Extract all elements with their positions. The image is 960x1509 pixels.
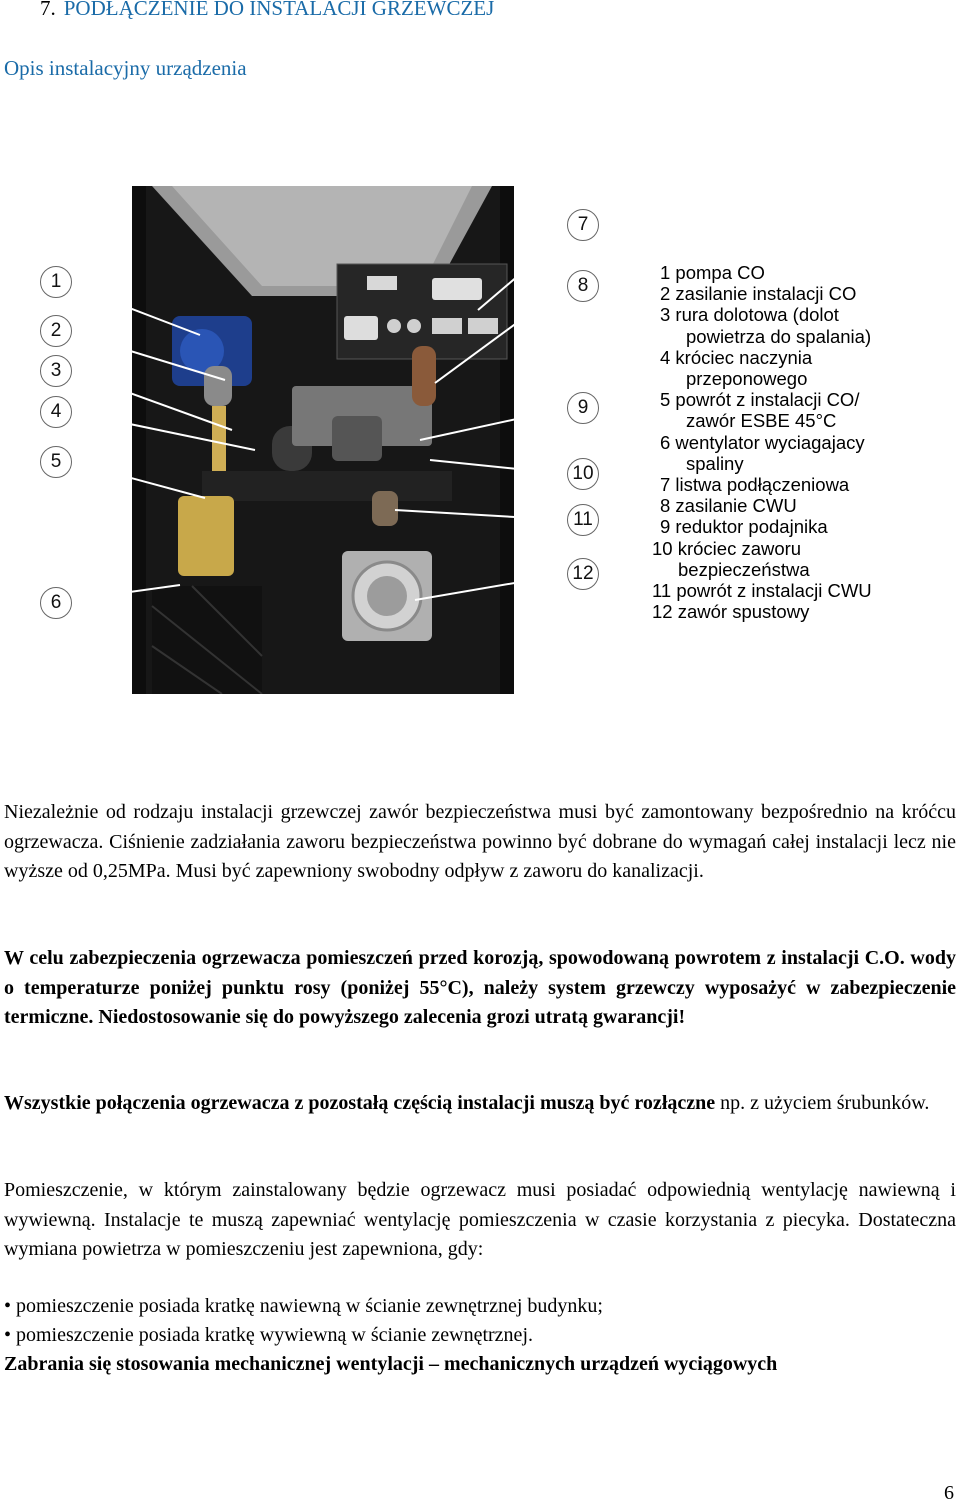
legend-item: 11 powrót z instalacji CWU (652, 580, 872, 602)
callout-9: 9 (567, 392, 599, 424)
legend-item: 9 reduktor podajnika (660, 516, 828, 538)
legend-item: 6 wentylator wyciagajacy (660, 431, 865, 453)
callout-6: 6 (40, 587, 72, 619)
legend-item: 10 króciec zaworu (652, 537, 802, 559)
legend-item: 8 zasilanie CWU (660, 495, 797, 517)
callout-10: 10 (567, 458, 599, 490)
callout-3: 3 (40, 355, 72, 387)
paragraph-connections (4, 1089, 956, 1119)
callout-5: 5 (40, 446, 72, 478)
legend-item: 12 zawór spustowy (652, 601, 810, 623)
callout-12: 12 (567, 558, 599, 590)
connections-rest: np. z użyciem śrubunków. (715, 1092, 930, 1114)
legend-item: 1 pompa CO (660, 262, 765, 283)
callout-11: 11 (567, 504, 599, 536)
legend-item: 7 listwa podłączeniowa (660, 474, 850, 496)
legend-item-continued: bezpieczeństwa (678, 558, 810, 580)
callout-8: 8 (567, 270, 599, 302)
bullet-item: • pomieszczenie posiada kratkę wywiewną w ścianie zewnętrznej. (4, 1324, 533, 1346)
legend-item-continued: zawór ESBE 45°C (686, 410, 837, 432)
legend-item: 2 zasilanie instalacji CO (660, 283, 857, 305)
paragraph-safety-valve: Niezależnie od rodzaju instalacji grzewczej zawór bezpieczeństwa musi być zamontowany bezpośrednio na króćcu ogrzewacza. Ciśnienie zadziałania zaworu bezpieczeństwa powinno być dobrane do wymagań całej instalacji lecz nie wyższe od 0,25MPa. Musi być zapewniony swobodny odpływ z zaworu do kanalizacji. (4, 801, 956, 882)
parts-legend (652, 262, 960, 623)
bullet-item: • pomieszczenie posiada kratkę nawiewną w ścianie zewnętrznej budynku; (4, 1295, 603, 1317)
legend-item: 4 króciec naczynia (660, 346, 813, 368)
callout-1: 1 (40, 266, 72, 298)
legend-item: 3 rura dolotowa (dolot (660, 304, 839, 326)
paragraph-mechanical-ventilation-ban: Zabrania się stosowania mechanicznej wentylacji – mechanicznych urządzeń wyciągowych (4, 1353, 778, 1375)
callout-4: 4 (40, 396, 72, 428)
section-title: PODŁĄCZENIE DO INSTALACJI GRZEWCZEJ (63, 0, 495, 20)
legend-item-continued: przeponowego (686, 368, 808, 390)
page-number: 6 (944, 1482, 954, 1504)
legend-item-continued: powietrza do spalania) (686, 325, 872, 347)
legend-item-continued: spaliny (686, 452, 744, 474)
paragraph-corrosion-warning: W celu zabezpieczenia ogrzewacza pomieszczeń przed korozją, spowodowaną powrotem z instalacji C.O. wody o temperaturze poniżej punktu rosy (poniżej 55°C), należy system grzewczy wyposażyć w zabezpieczenie termiczne. Niedostosowanie się do powyższego zalecenia grozi utratą gwarancji! (4, 947, 956, 1028)
connections-bold: Wszystkie połączenia ogrzewacza z pozostałą częścią instalacji muszą być rozłączne (4, 1092, 716, 1114)
section-number: 7. (40, 0, 56, 20)
callout-7: 7 (567, 209, 599, 241)
legend-item: 5 powrót z instalacji CO/ (660, 389, 860, 411)
paragraph-ventilation: Pomieszczenie, w którym zainstalowany będzie ogrzewacz musi posiadać odpowiednią wentylację nawiewną i wywiewną. Instalacje te muszą zapewniać wentylację pomieszczenia w czasie korzystania z piecyka. Dostateczna wymiana powietrza w pomieszczeniu jest zapewniona, gdy: (4, 1179, 956, 1260)
callout-2: 2 (40, 315, 72, 347)
subheading: Opis instalacyjny urządzenia (4, 56, 247, 80)
